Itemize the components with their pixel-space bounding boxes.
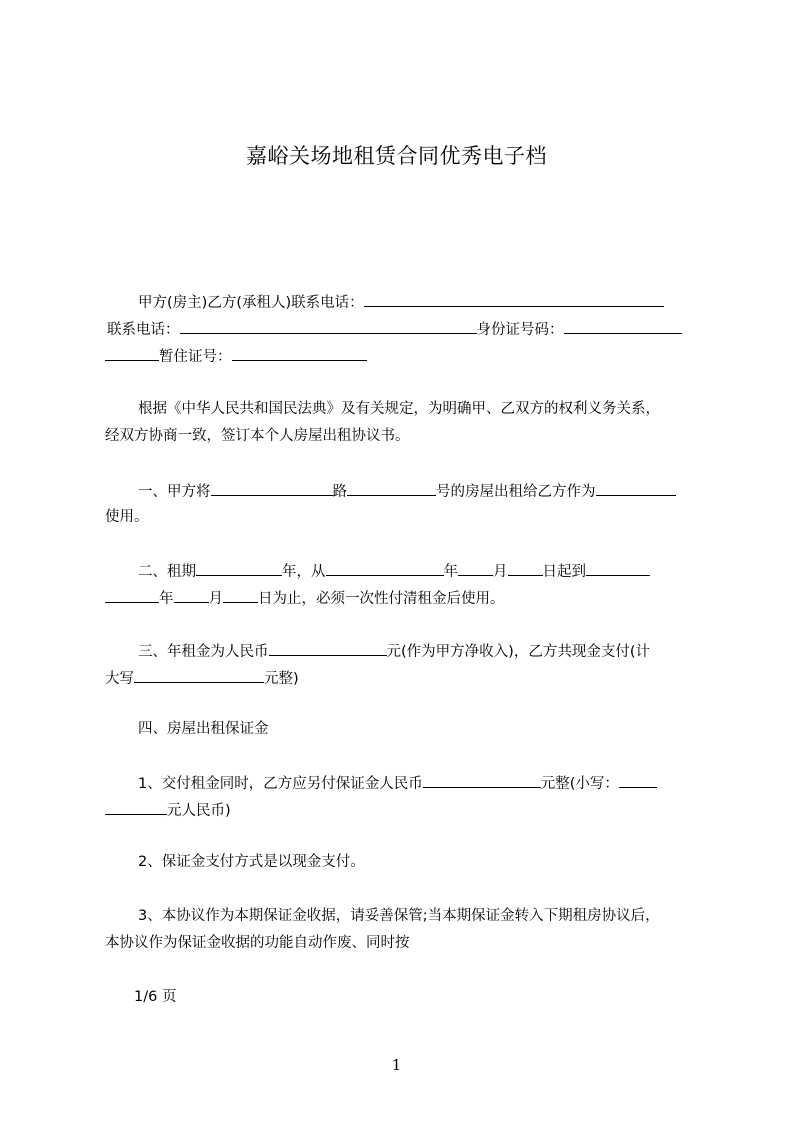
annual-rent-blank	[269, 640, 387, 656]
clause-3-line-1	[138, 640, 650, 662]
clause-2-text-g: 月	[208, 591, 223, 607]
document-title: 嘉峪关场地租赁合同优秀电子档	[246, 144, 547, 168]
clause-2-text-e: 日起到	[542, 564, 586, 580]
deposit-item-2: 2、保证金支付方式是以现金支付。	[138, 854, 365, 870]
clause-2-line-2	[105, 587, 505, 609]
parties-line-3	[105, 345, 367, 367]
road-blank	[211, 480, 333, 496]
deposit-item-1-text-c: 元人民币)	[167, 803, 231, 819]
end-year-blank-cont	[105, 587, 159, 603]
id-number-blank-cont	[105, 345, 159, 361]
id-number-blank	[564, 318, 682, 334]
term-years-blank	[196, 560, 282, 576]
amount-in-words-blank	[134, 667, 264, 683]
clause-4-heading: 四、房屋出租保证金	[138, 721, 269, 737]
end-month-blank	[174, 587, 209, 603]
parties-line-2	[107, 318, 682, 340]
end-day-blank	[223, 587, 258, 603]
clause-2-text-h: 日为止，必须一次性付清租金后使用。	[258, 591, 505, 607]
basis-line-1: 根据《中华人民共和国民法典》及有关规定，为明确甲、乙双方的权利义务关系，	[138, 401, 660, 417]
clause-1-text-b: 路	[332, 484, 347, 500]
start-day-blank	[508, 560, 543, 576]
deposit-figure-blank	[619, 772, 657, 788]
contact-phone-blank	[180, 318, 477, 334]
deposit-item-1-line-1	[138, 772, 657, 794]
clause-1-line-2: 使用。	[105, 509, 149, 525]
deposit-item-3-line-1: 3、本协议作为本期保证金收据，请妥善保管;当本期保证金转入下期租房协议后，	[138, 908, 660, 924]
page-number: 1	[391, 1056, 402, 1074]
parties-label: 甲方(房主)乙方(承租人)联系电话：	[138, 295, 364, 311]
page-marker: 1/6 页	[134, 989, 177, 1005]
clause-3-text-a: 三、年租金为人民币	[138, 644, 269, 660]
basis-line-2: 经双方协商一致，签订本个人房屋出租协议书。	[105, 428, 410, 444]
phone-blank	[364, 291, 664, 307]
clause-1-text-a: 一、甲方将	[138, 484, 211, 500]
usage-blank	[596, 480, 676, 496]
clause-3-text-d: 元整)	[264, 671, 299, 687]
clause-3-text-b: 元(作为甲方净收入)，乙方共现金支付(计	[386, 644, 650, 660]
start-year-blank	[326, 560, 444, 576]
parties-line-1	[138, 291, 664, 313]
house-number-blank	[347, 480, 436, 496]
residence-permit-label: 暂住证号：	[159, 349, 232, 365]
start-month-blank	[458, 560, 493, 576]
id-number-label: 身份证号码：	[476, 322, 564, 338]
clause-2-text-d: 月	[493, 564, 508, 580]
clause-1-text-c: 号的房屋出租给乙方作为	[436, 484, 596, 500]
deposit-amount-blank	[423, 772, 541, 788]
residence-permit-blank	[232, 345, 367, 361]
deposit-item-1-line-2	[105, 799, 231, 821]
clause-2-text-c: 年	[443, 564, 458, 580]
deposit-item-1-text-a: 1、交付租金同时，乙方应另付保证金人民币	[138, 776, 423, 792]
clause-2-text-a: 二、租期	[138, 564, 196, 580]
clause-3-line-2	[105, 667, 299, 689]
clause-3-text-c: 大写	[105, 671, 134, 687]
clause-2-line-1	[138, 560, 650, 582]
clause-2-text-b: 年，从	[282, 564, 326, 580]
clause-1-line-1	[138, 480, 676, 502]
deposit-item-3-line-2: 本协议作为保证金收据的功能自动作废、同时按	[105, 935, 410, 951]
clause-2-text-f: 年	[159, 591, 174, 607]
contact-phone-label: 联系电话：	[107, 322, 180, 338]
deposit-item-1-text-b: 元整(小写：	[540, 776, 619, 792]
deposit-figure-blank-cont	[105, 799, 167, 815]
end-year-blank	[586, 560, 650, 576]
